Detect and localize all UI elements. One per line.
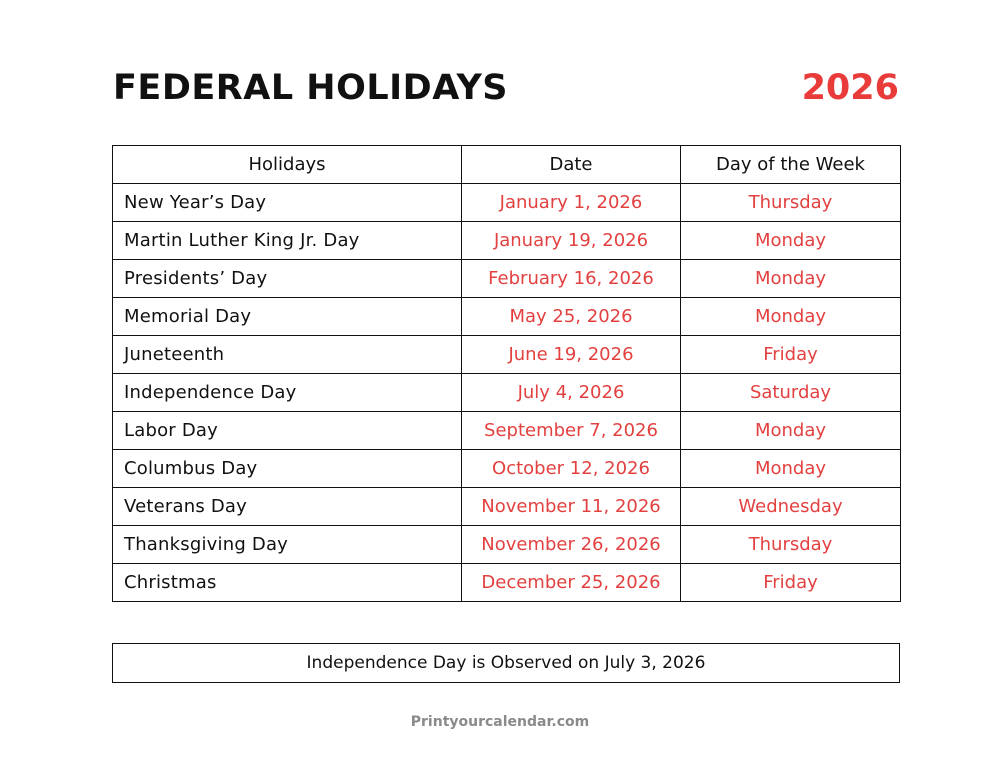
- table-row: [113, 184, 901, 222]
- holidays-table: [112, 145, 901, 602]
- holiday-name: Thanksgiving Day: [113, 526, 462, 564]
- holiday-name: Independence Day: [113, 374, 462, 412]
- table-row: [113, 526, 901, 564]
- holiday-weekday: Monday: [681, 412, 901, 450]
- page-title: FEDERAL HOLIDAYS: [113, 68, 509, 108]
- holiday-weekday: Friday: [681, 336, 901, 374]
- holiday-date: September 7, 2026: [462, 412, 681, 450]
- year-label: 2026: [801, 68, 899, 108]
- holiday-name: Columbus Day: [113, 450, 462, 488]
- table-header-row: [113, 146, 901, 184]
- table-row: [113, 374, 901, 412]
- column-header-day-of-week: Day of the Week: [681, 146, 901, 184]
- holiday-name: Labor Day: [113, 412, 462, 450]
- table-row: [113, 564, 901, 602]
- holiday-weekday: Thursday: [681, 526, 901, 564]
- table-row: [113, 450, 901, 488]
- table-row: [113, 222, 901, 260]
- holiday-name: Memorial Day: [113, 298, 462, 336]
- holiday-date: January 19, 2026: [462, 222, 681, 260]
- column-header-date: Date: [462, 146, 681, 184]
- table-row: [113, 260, 901, 298]
- holiday-date: February 16, 2026: [462, 260, 681, 298]
- table-row: [113, 488, 901, 526]
- holiday-weekday: Monday: [681, 450, 901, 488]
- holiday-date: December 25, 2026: [462, 564, 681, 602]
- column-header-holidays: Holidays: [113, 146, 462, 184]
- holiday-name: Martin Luther King Jr. Day: [113, 222, 462, 260]
- footer-site-name: Printyourcalendar.com: [410, 714, 590, 730]
- holiday-date: June 19, 2026: [462, 336, 681, 374]
- holiday-weekday: Saturday: [681, 374, 901, 412]
- holiday-date: November 11, 2026: [462, 488, 681, 526]
- holiday-date: May 25, 2026: [462, 298, 681, 336]
- holiday-name: Christmas: [113, 564, 462, 602]
- holiday-name: Veterans Day: [113, 488, 462, 526]
- holiday-weekday: Wednesday: [681, 488, 901, 526]
- observed-note: Independence Day is Observed on July 3, 2026: [112, 643, 900, 683]
- holiday-name: Presidents’ Day: [113, 260, 462, 298]
- holiday-weekday: Thursday: [681, 184, 901, 222]
- holiday-date: October 12, 2026: [462, 450, 681, 488]
- holiday-weekday: Friday: [681, 564, 901, 602]
- holiday-weekday: Monday: [681, 260, 901, 298]
- holiday-date: November 26, 2026: [462, 526, 681, 564]
- table-row: [113, 298, 901, 336]
- table-row: [113, 336, 901, 374]
- holiday-date: July 4, 2026: [462, 374, 681, 412]
- holiday-name: Juneteenth: [113, 336, 462, 374]
- holiday-weekday: Monday: [681, 298, 901, 336]
- table-row: [113, 412, 901, 450]
- holiday-weekday: Monday: [681, 222, 901, 260]
- holiday-date: January 1, 2026: [462, 184, 681, 222]
- holiday-name: New Year’s Day: [113, 184, 462, 222]
